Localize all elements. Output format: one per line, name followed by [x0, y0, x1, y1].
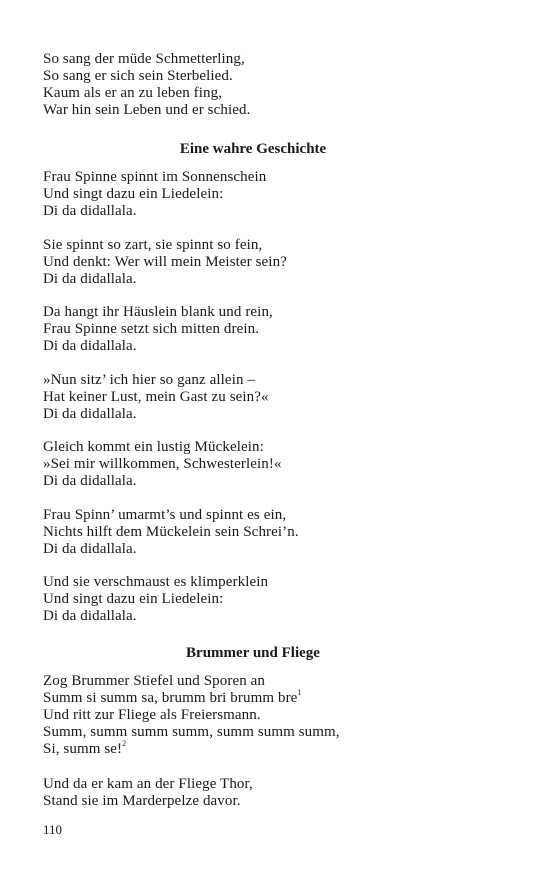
- verse-line: Frau Spinne setzt sich mitten drein.: [43, 321, 260, 337]
- verse-line: Di da didallala.: [43, 608, 137, 624]
- verse-line: So sang er sich sein Sterbelied.: [43, 68, 233, 84]
- verse-line: Di da didallala.: [43, 338, 137, 354]
- verse-line: »Nun sitz’ ich hier so ganz allein –: [43, 372, 256, 388]
- verse-text: Summ si summ sa, brumm bri brumm bre: [43, 690, 298, 706]
- verse-line: Und sie verschmaust es klimperklein: [43, 574, 269, 590]
- verse-line: Hat keiner Lust, mein Gast zu sein?«: [43, 389, 269, 405]
- verse-line: Und da er kam an der Fliege Thor,: [43, 776, 253, 792]
- verse-line: Frau Spinne spinnt im Sonnenschein: [43, 169, 267, 185]
- book-page: [43, 0, 463, 880]
- poem-title: Brummer und Fliege: [186, 645, 320, 661]
- page-number: 110: [43, 822, 63, 837]
- verse-line: Summ, summ summ summ, summ summ summ,: [43, 724, 340, 740]
- footnote-marker: 2: [122, 739, 127, 748]
- verse-line: Und ritt zur Fliege als Freiersmann.: [43, 707, 261, 723]
- verse-line: [43, 741, 126, 758]
- verse-line: Und denkt: Wer will mein Meister sein?: [43, 254, 287, 270]
- verse-line: Di da didallala.: [43, 271, 137, 287]
- footnote-marker: 1: [297, 688, 302, 697]
- verse-line: Kaum als er an zu leben fing,: [43, 85, 223, 101]
- verse-line: Zog Brummer Stiefel und Sporen an: [43, 673, 266, 689]
- verse-line: Frau Spinn’ umarmt’s und spinnt es ein,: [43, 507, 287, 523]
- verse-line: Di da didallala.: [43, 473, 137, 489]
- verse-line: Und singt dazu ein Liedelein:: [43, 186, 224, 202]
- poem-title: Eine wahre Geschichte: [179, 141, 327, 157]
- verse-line: So sang der müde Schmetterling,: [43, 51, 245, 67]
- verse-line: »Sei mir willkommen, Schwesterlein!«: [43, 456, 282, 472]
- verse-line: Stand sie im Marderpelze davor.: [43, 793, 241, 809]
- verse-line: Di da didallala.: [43, 406, 137, 422]
- verse-line: [43, 690, 302, 707]
- verse-line: Gleich kommt ein lustig Mückelein:: [43, 439, 264, 455]
- verse-line: Da hangt ihr Häuslein blank und rein,: [43, 304, 273, 320]
- verse-text: Si, summ se!: [43, 741, 123, 757]
- verse-line: Sie spinnt so zart, sie spinnt so fein,: [43, 237, 263, 253]
- verse-line: Di da didallala.: [43, 541, 137, 557]
- verse-line: Nichts hilft dem Mückelein sein Schrei’n.: [43, 524, 299, 540]
- verse-line: Di da didallala.: [43, 203, 137, 219]
- verse-line: Und singt dazu ein Liedelein:: [43, 591, 224, 607]
- verse-line: War hin sein Leben und er schied.: [43, 102, 251, 118]
